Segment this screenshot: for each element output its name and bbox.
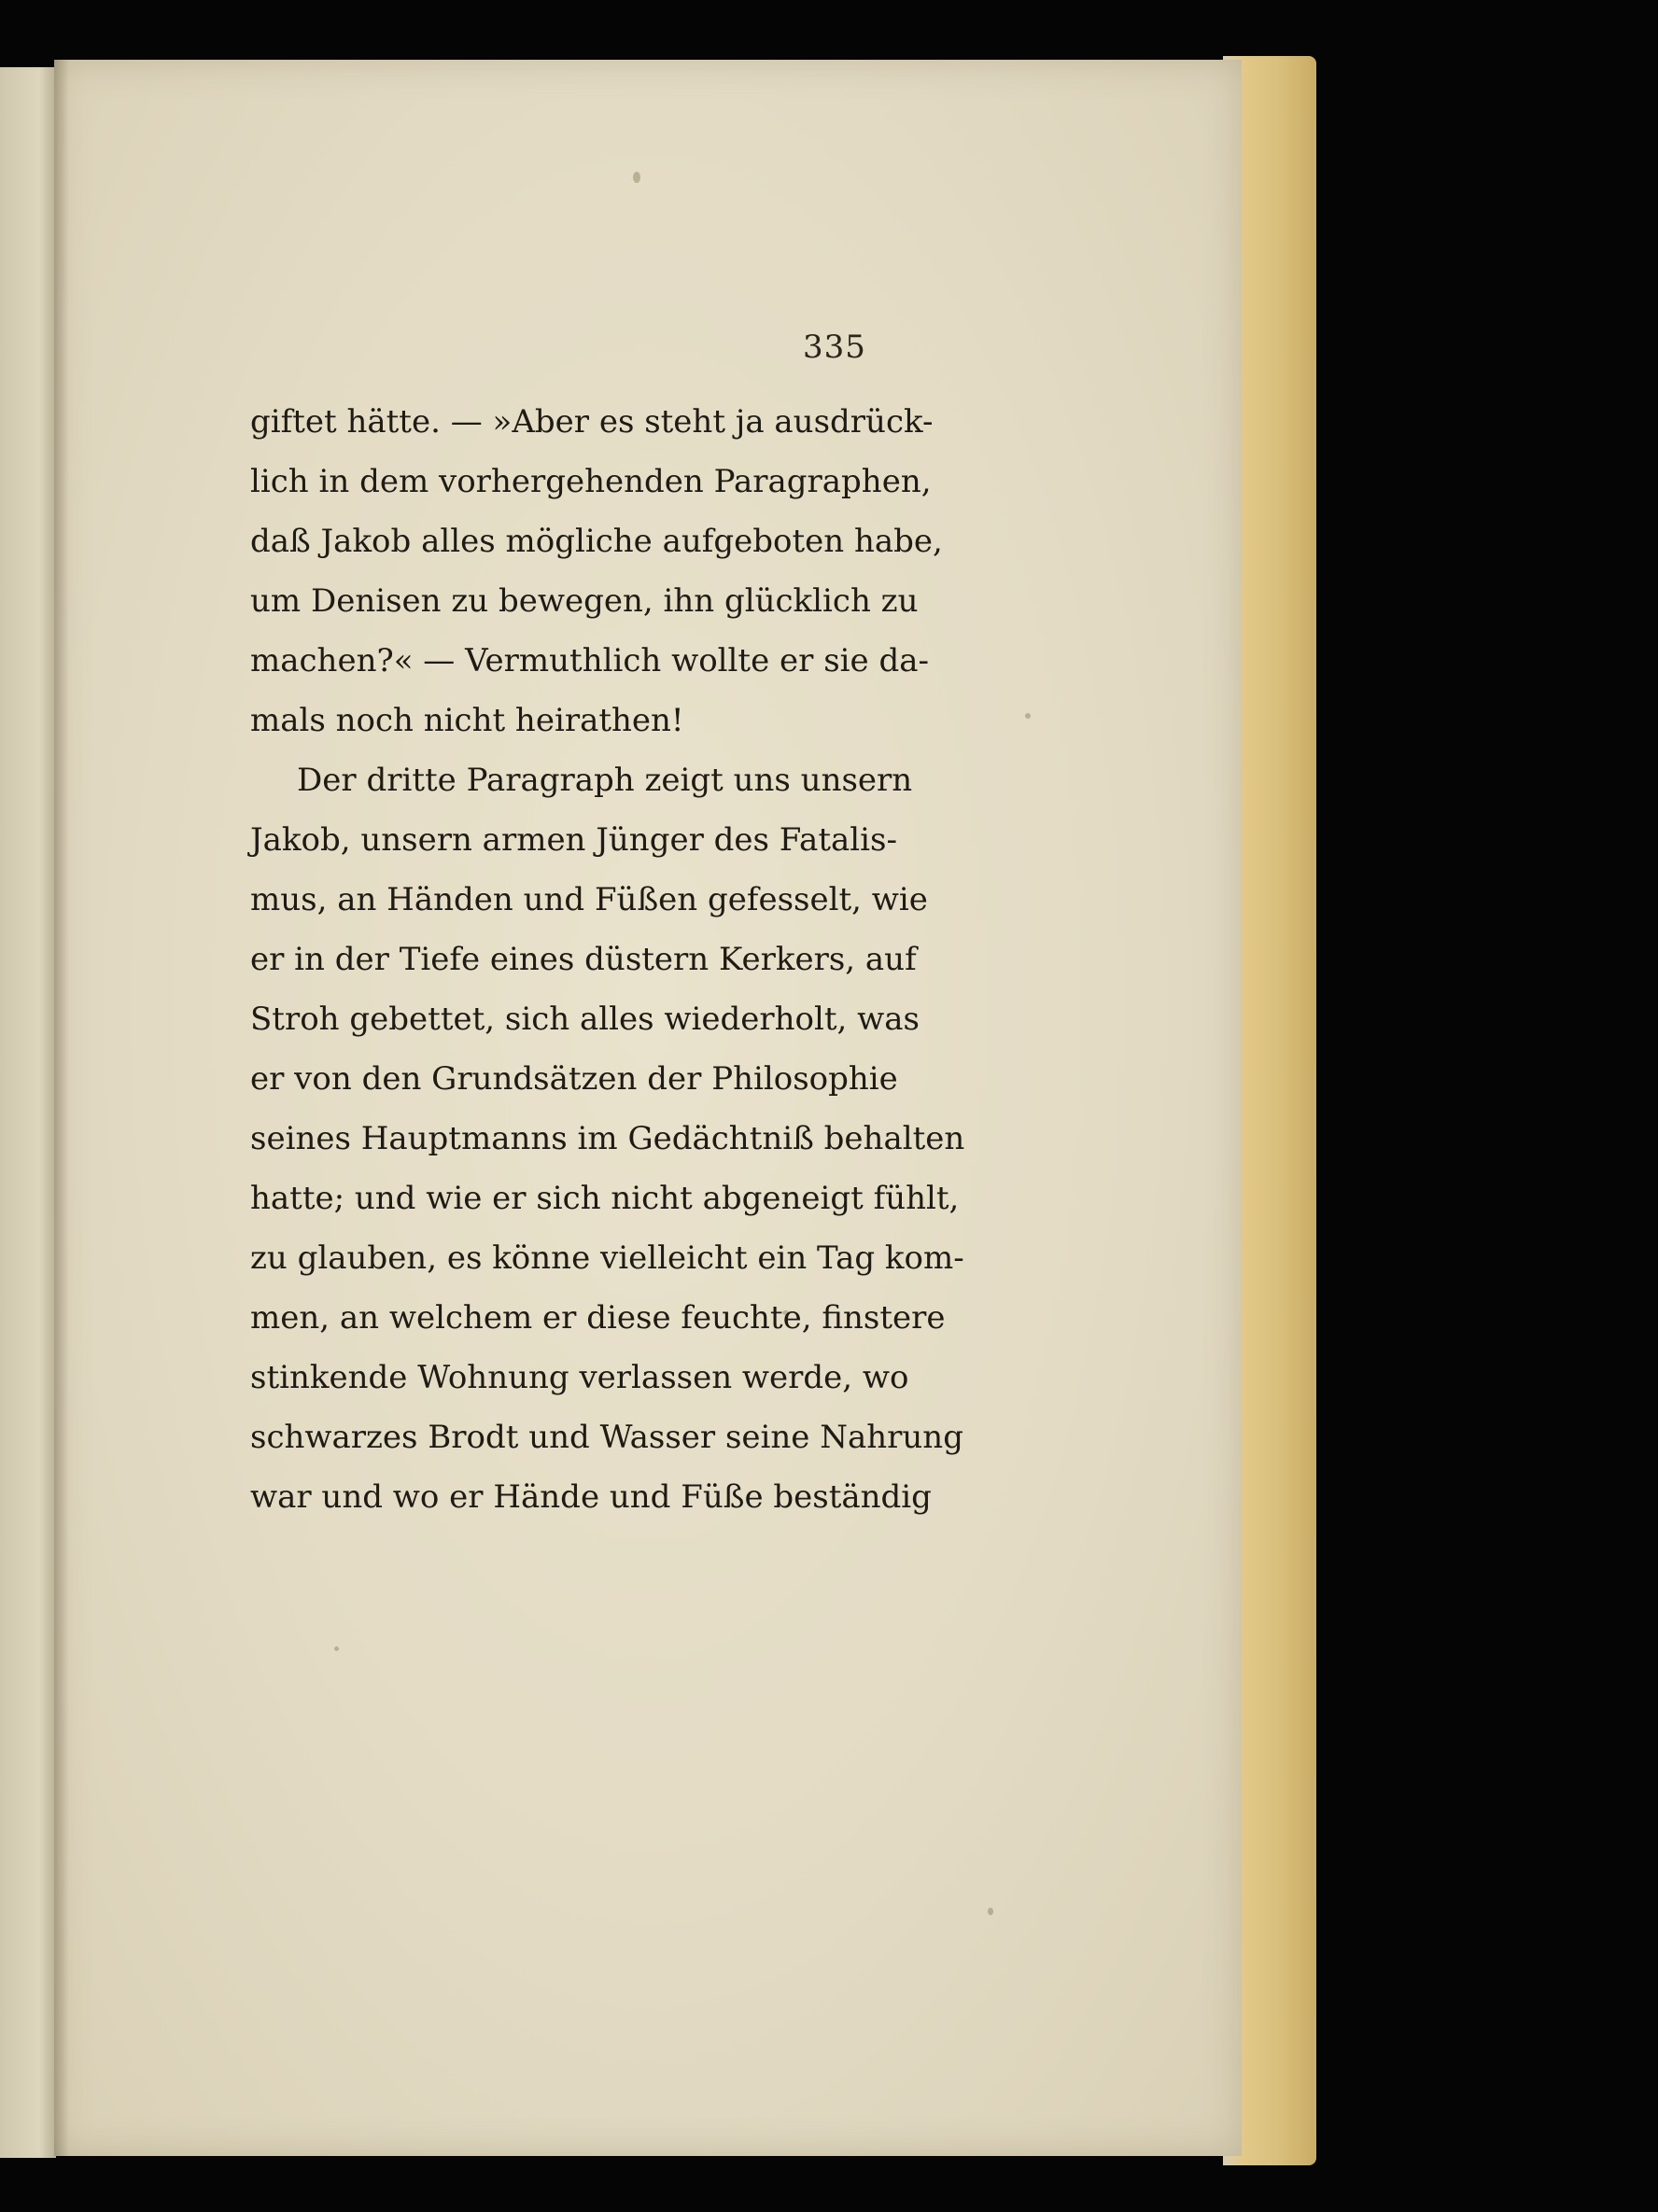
text-line: er von den Grundsätzen der Philosophie xyxy=(250,1060,898,1098)
text-line: men, an welchem er diese feuchte, finstere xyxy=(250,1299,946,1337)
text-line: mals noch nicht heirathen! xyxy=(250,702,684,739)
text-line: machen?« — Vermuthlich wollte er sie da- xyxy=(250,642,929,679)
text-line: er in der Tiefe eines düstern Kerkers, auf xyxy=(250,941,917,978)
page-gutter-shadow xyxy=(54,60,69,2156)
text-line: daß Jakob alles mögliche aufgeboten habe, xyxy=(250,523,943,560)
text-line: Der dritte Paragraph zeigt uns unsern xyxy=(297,762,913,799)
text-line: schwarzes Brodt und Wasser seine Nahrung xyxy=(250,1419,963,1456)
paper-speck xyxy=(633,172,640,183)
text-line: um Denisen zu bewegen, ihn glücklich zu xyxy=(250,582,919,620)
paper-speck xyxy=(988,1908,993,1915)
paper-speck xyxy=(334,1646,339,1651)
page-number: 335 xyxy=(803,329,866,366)
text-line: zu glauben, es könne vielleicht ein Tag kom- xyxy=(250,1239,964,1277)
text-line: giftet hätte. — »Aber es steht ja ausdrück- xyxy=(250,403,934,441)
body-text xyxy=(250,392,965,1527)
facing-page-edge xyxy=(0,67,56,2158)
paper-speck xyxy=(1025,713,1031,719)
text-line: seines Hauptmanns im Gedächtniß behalten xyxy=(250,1120,965,1157)
text-line: Stroh gebettet, sich alles wiederholt, was xyxy=(250,1001,920,1038)
text-line: war und wo er Hände und Füße beständig xyxy=(250,1478,932,1516)
text-line: Jakob, unsern armen Jünger des Fatalis- xyxy=(250,821,897,859)
text-line: lich in dem vorhergehenden Paragraphen, xyxy=(250,463,932,500)
text-line: stinkende Wohnung verlassen werde, wo xyxy=(250,1359,909,1396)
text-line: hatte; und wie er sich nicht abgeneigt fühlt, xyxy=(250,1180,960,1217)
text-line: mus, an Händen und Füßen gefesselt, wie xyxy=(250,881,928,918)
